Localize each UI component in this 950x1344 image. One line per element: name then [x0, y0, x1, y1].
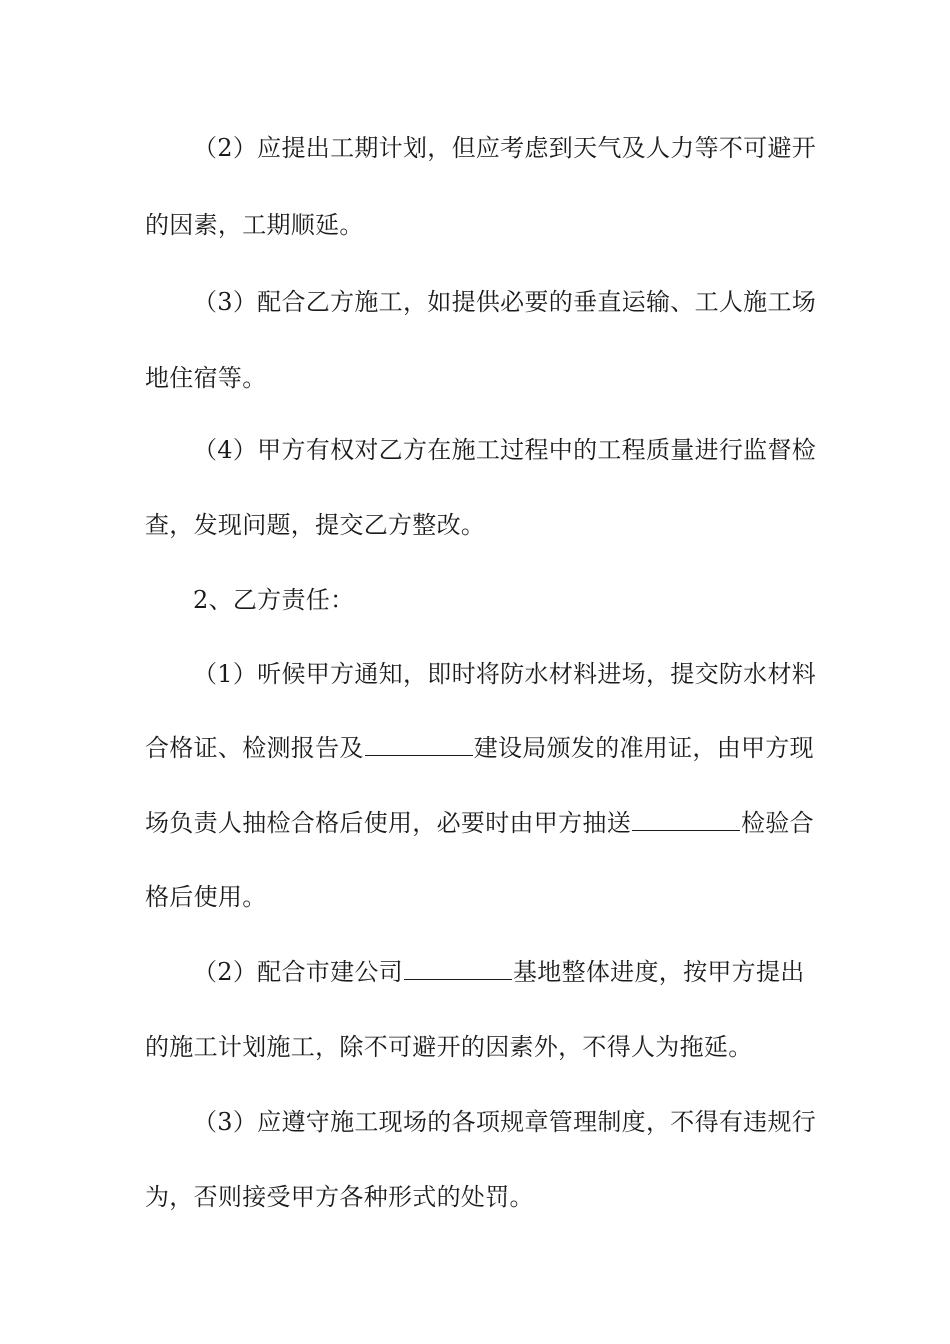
line-text: 场负责人抽检合格后使用，必要时由甲方抽送	[145, 809, 631, 837]
paragraph-line: （1）听候甲方通知，即时将防水材料进场，提交防水材料	[193, 660, 817, 688]
line-text: 基地整体进度，按甲方提出	[512, 958, 805, 986]
paragraph-line: （4）甲方有权对乙方在施工过程中的工程质量进行监督检	[193, 436, 817, 464]
paragraph-line: 的施工计划施工，除不可避开的因素外，不得人为拖延。	[145, 1033, 753, 1061]
fill-in-blank	[365, 731, 473, 756]
paragraph-line: 地住宿等。	[145, 364, 267, 392]
paragraph-line: （3）应遵守施工现场的各项规章管理制度，不得有违规行	[193, 1108, 817, 1136]
paragraph-line	[193, 952, 815, 992]
paragraph-line: 的因素，工期顺延。	[145, 211, 364, 239]
paragraph-line: 为，否则接受甲方各种形式的处罚。	[145, 1183, 534, 1211]
paragraph-line: 格后使用。	[145, 883, 267, 911]
paragraph-line: 查，发现问题，提交乙方整改。	[145, 511, 486, 539]
fill-in-blank	[404, 955, 512, 980]
paragraph-line	[145, 728, 815, 768]
paragraph-line: （2）应提出工期计划，但应考虑到天气及人力等不可避开	[193, 134, 817, 162]
line-text: 检验合	[741, 809, 814, 837]
line-text: （2）配合市建公司	[193, 958, 403, 986]
fill-in-blank	[632, 806, 740, 831]
paragraph-line	[145, 803, 815, 843]
paragraph-line: （3）配合乙方施工，如提供必要的垂直运输、工人施工场	[193, 288, 817, 316]
line-text: 建设局颁发的准用证，由甲方现	[473, 734, 814, 762]
line-text: 合格证、检测报告及	[145, 734, 364, 762]
section-heading: 2、乙方责任：	[193, 586, 355, 614]
